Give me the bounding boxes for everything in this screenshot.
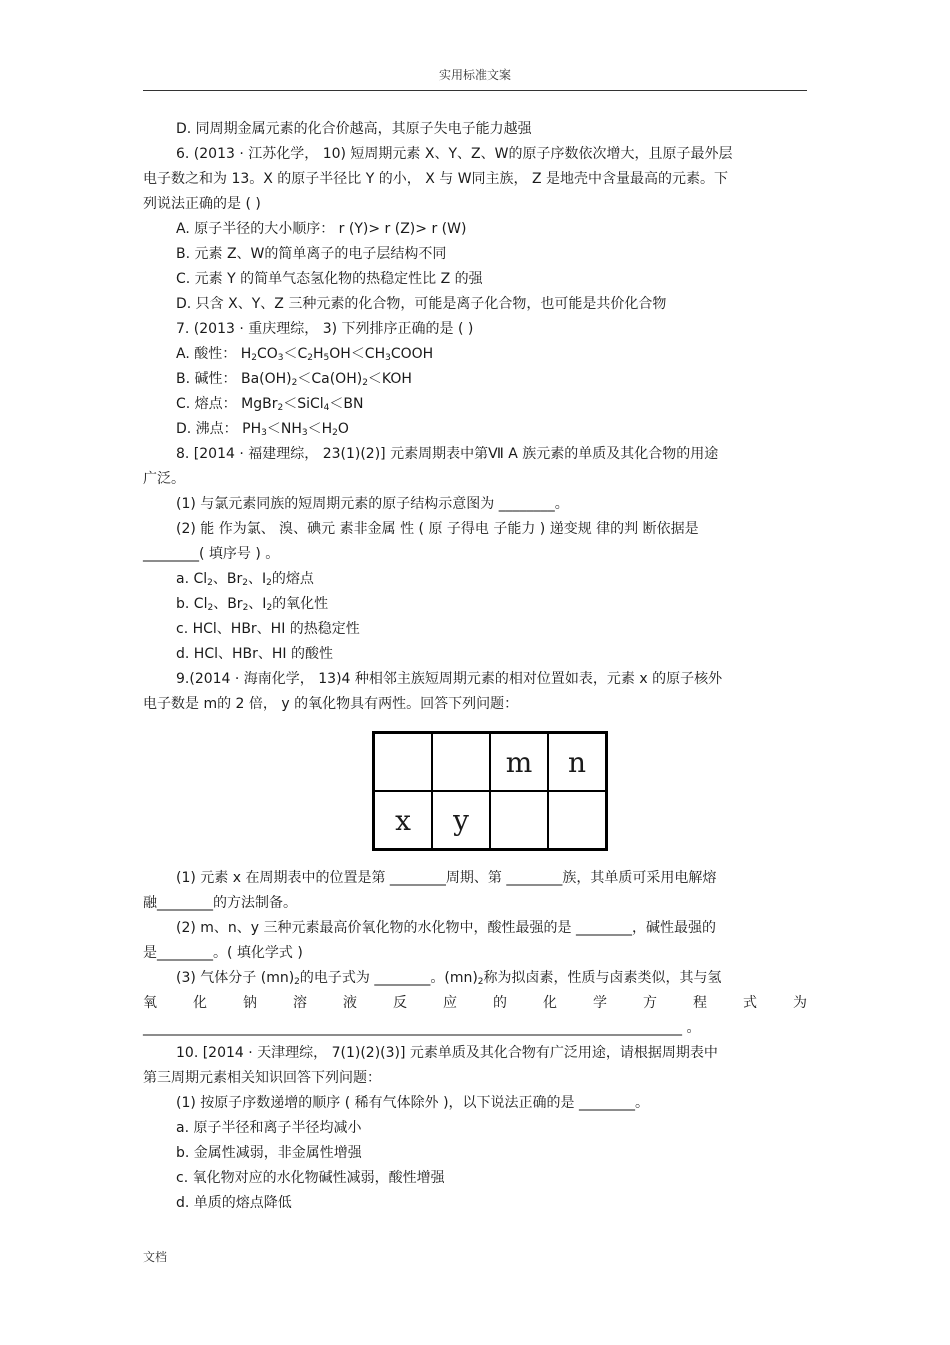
q7-option-b: B. 碱性： $Ba(OH)_2<Ca(OH)_2<KOH$	[176, 371, 412, 388]
q8-stem-1: 8. [2014 · 福建理综， 23(1)(2)] 元素周期表中第Ⅶ A 族元素的单质及其化合物的用途	[176, 446, 719, 462]
q7-option-d: D. 沸点： $PH_3<NH_3<H_2O$	[176, 421, 349, 438]
q10-option-c: c. 氧化物对应的水化物碱性减弱，酸性增强	[176, 1170, 445, 1186]
q9-part-2: (2) m、n、y 三种元素最高价氧化物的水化物中，酸性最强的是 ________，碱性最强的	[176, 920, 716, 936]
q7-option-a: A. 酸性： $H_2CO_3<C_2H_5OH<CH_3COOH$	[176, 346, 434, 363]
q6-option-b: B. 元素 Z、W的简单离子的电子层结构不同	[176, 246, 447, 262]
q9-stem-1: 9.(2014 · 海南化学， 13)4 种相邻主族短周期元素的相对位置如表，元素 x 的原子核外	[176, 671, 723, 687]
q6-stem-1: 6. (2013 · 江苏化学， 10) 短周期元素 X、Y、Z、W的原子序数依次增大，且原子最外层	[176, 146, 733, 162]
q6-option-c: C. 元素 Y 的简单气态氢化物的热稳定性比 Z 的强	[176, 271, 483, 287]
q10-stem-2: 第三周期元素相关知识回答下列问题：	[143, 1070, 381, 1086]
q10-option-b: b. 金属性减弱，非金属性增强	[176, 1145, 362, 1161]
q9-part-3-spread: 氧 化 钠 溶 液 反 应 的 化 学 方 程 式 为	[143, 995, 807, 1011]
q8-part-2-cont: ________( 填序号 ) 。	[143, 546, 280, 562]
table-cell	[548, 791, 607, 850]
q6-stem-3: 列说法正确的是 ( )	[143, 196, 261, 212]
q8-option-d: d. HCl、HBr、HI 的酸性	[176, 646, 333, 662]
q8-option-b: b. $Cl_2$、$Br_2$、$I_2$的氧化性	[176, 596, 329, 613]
table-cell	[432, 733, 490, 792]
q10-part-1: (1) 按原子序数递增的顺序 ( 稀有气体除外 )，以下说法正确的是 ________。	[176, 1095, 650, 1111]
table-cell: n	[548, 733, 607, 792]
page-footer: 文档	[143, 1250, 168, 1264]
q5-option-d: D. 同周期金属元素的化合价越高，其原子失电子能力越强	[176, 121, 532, 137]
q10-option-a: a. 原子半径和离子半径均减小	[176, 1120, 362, 1136]
q8-part-1: (1) 与氯元素同族的短周期元素的原子结构示意图为 ________。	[176, 496, 569, 512]
table-row	[374, 791, 607, 850]
table-cell	[490, 791, 548, 850]
q8-option-a: a. $Cl_2$、$Br_2$、$I_2$的熔点	[176, 571, 314, 588]
q9-stem-2: 电子数是 m的 2 倍， y 的氧化物具有两性。回答下列问题：	[143, 696, 519, 712]
q10-option-d: d. 单质的熔点降低	[176, 1195, 292, 1211]
table-cell: x	[374, 791, 433, 850]
table-row	[374, 733, 607, 792]
table-cell	[374, 733, 433, 792]
element-position-table	[372, 731, 608, 851]
page-header: 实用标准文案	[438, 68, 511, 82]
q8-part-2: (2) 能 作为氯、 溴、碘元 素非金属 性 ( 原 子得电 子能力 ) 递变规 律的判 断依据是	[176, 521, 699, 537]
q10-stem-1: 10. [2014 · 天津理综， 7(1)(2)(3)] 元素单质及其化合物有广泛用途，请根据周期表中	[176, 1045, 718, 1061]
q9-part-2-cont: 是________。( 填化学式 )	[143, 945, 303, 961]
q9-part-3: (3) 气体分子 $(mn)_2$的电子式为 ________。$(mn)_2$称为拟卤素，性质与卤素类似，其与氢	[176, 970, 722, 987]
q6-option-a: A. 原子半径的大小顺序： r (Y)> r (Z)> r (W)	[176, 221, 467, 237]
q8-option-c: c. HCl、HBr、HI 的热稳定性	[176, 621, 360, 637]
q9-part-1-cont: 融________的方法制备。	[143, 895, 297, 911]
table-cell: m	[490, 733, 548, 792]
q7-stem: 7. (2013 · 重庆理综， 3) 下列排序正确的是 ( )	[176, 321, 474, 337]
q7-option-c: C. 熔点： MgBr$_2$＜SiCl$_4$＜BN	[176, 396, 364, 413]
q6-option-d: D. 只含 X、Y、Z 三种元素的化合物，可能是离子化合物，也可能是共价化合物	[176, 296, 667, 312]
q8-stem-2: 广泛。	[143, 471, 185, 487]
table-cell: y	[432, 791, 490, 850]
header-rule	[143, 90, 807, 91]
q9-part-1: (1) 元素 x 在周期表中的位置是第 ________周期、第 ________族，其单质可采用电解熔	[176, 870, 717, 886]
q9-part-3-blank: _____________________________________________________________________________ 。	[143, 1020, 701, 1036]
q6-stem-2: 电子数之和为 13。X 的原子半径比 Y 的小， X 与 W同主族， Z 是地壳中含量最高的元素。下	[143, 171, 729, 187]
